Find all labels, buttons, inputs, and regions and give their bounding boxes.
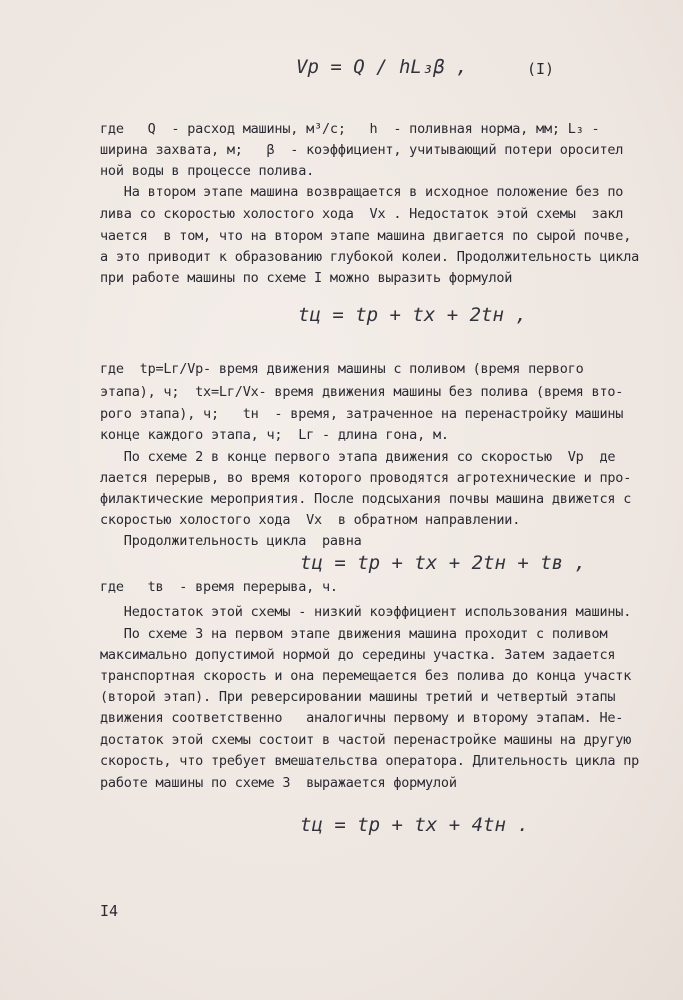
text-line: филактические мероприятия. После подсыхания почвы машина движется с bbox=[100, 491, 632, 507]
page-number: I4 bbox=[100, 902, 119, 920]
text-line: На втором этапе машина возвращается в исходное положение без по bbox=[100, 184, 624, 200]
text-line: рого этапа), ч; tн - время, затраченное на перенастройку машины bbox=[100, 406, 624, 422]
text-line: при работе машины по схеме I можно выразить формулой bbox=[100, 270, 513, 286]
text-line: лива со скоростью холостого хода Vx . Недостаток этой схемы закл bbox=[100, 206, 624, 222]
text-line: Недостаток этой схемы - низкий коэффициент использования машины. bbox=[100, 604, 632, 620]
text-line: достаток этой схемы состоит в частой перенастройке машины на другую bbox=[100, 732, 632, 748]
equation-number: (I) bbox=[527, 60, 555, 78]
text-line: скоростью холостого хода Vх в обратном направлении. bbox=[100, 512, 521, 528]
text-line: скорость, что требует вмешательства оператора. Длительность цикла пр bbox=[100, 753, 640, 769]
text-line: движения соответственно аналогичны первому и второму этапам. Не- bbox=[100, 710, 624, 726]
text-line: транспортная скорость и она перемещается без полива до конца участк bbox=[100, 668, 632, 684]
text-line: (второй этап). При реверсировании машины третий и четвертый этапы bbox=[100, 689, 616, 705]
text-line: работе машины по схеме 3 выражается формулой bbox=[100, 775, 457, 791]
text-line: Продолжительность цикла равна bbox=[100, 533, 362, 549]
text-line: максимально допустимой нормой до середины участка. Затем задается bbox=[100, 647, 616, 663]
text-line: ной воды в процессе полива. bbox=[100, 163, 315, 179]
text-line: лается перерыв, во время которого проводятся агротехнические и про- bbox=[100, 470, 632, 486]
text-line: где tв - время перерыва, ч. bbox=[100, 579, 338, 595]
text-line: По схеме 2 в конце первого этапа движения со скоростью Vр де bbox=[100, 449, 616, 465]
text-line: конце каждого этапа, ч; Lг - длина гона, м. bbox=[100, 427, 449, 443]
text-line: ширина захвата, м; β - коэффициент, учитывающий потери оросител bbox=[100, 142, 624, 158]
formula-1: Vp = Q / hL₃β , bbox=[296, 56, 468, 78]
text-line: где tр=Lг/Vр- время движения машины с поливом (время первого bbox=[100, 361, 584, 377]
text-line: чается в том, что на втором этапе машина двигается по сырой почве, bbox=[100, 228, 632, 244]
text-line: а это приводит к образованию глубокой колеи. Продолжительность цикла bbox=[100, 249, 640, 265]
text-line: этапа), ч; tх=Lг/Vх- время движения машины без полива (время вто- bbox=[100, 384, 624, 400]
formula-3: tц = tр + tх + 2tн + tв , bbox=[300, 552, 586, 574]
formula-4: tц = tр + tх + 4tн . bbox=[300, 814, 529, 836]
text-line: По схеме 3 на первом этапе движения машина проходит с поливом bbox=[100, 626, 608, 642]
formula-2: tц = tр + tх + 2tн , bbox=[298, 304, 527, 326]
text-line: где Q - расход машины, м³/с; h - поливная норма, мм; L₃ - bbox=[100, 121, 600, 137]
